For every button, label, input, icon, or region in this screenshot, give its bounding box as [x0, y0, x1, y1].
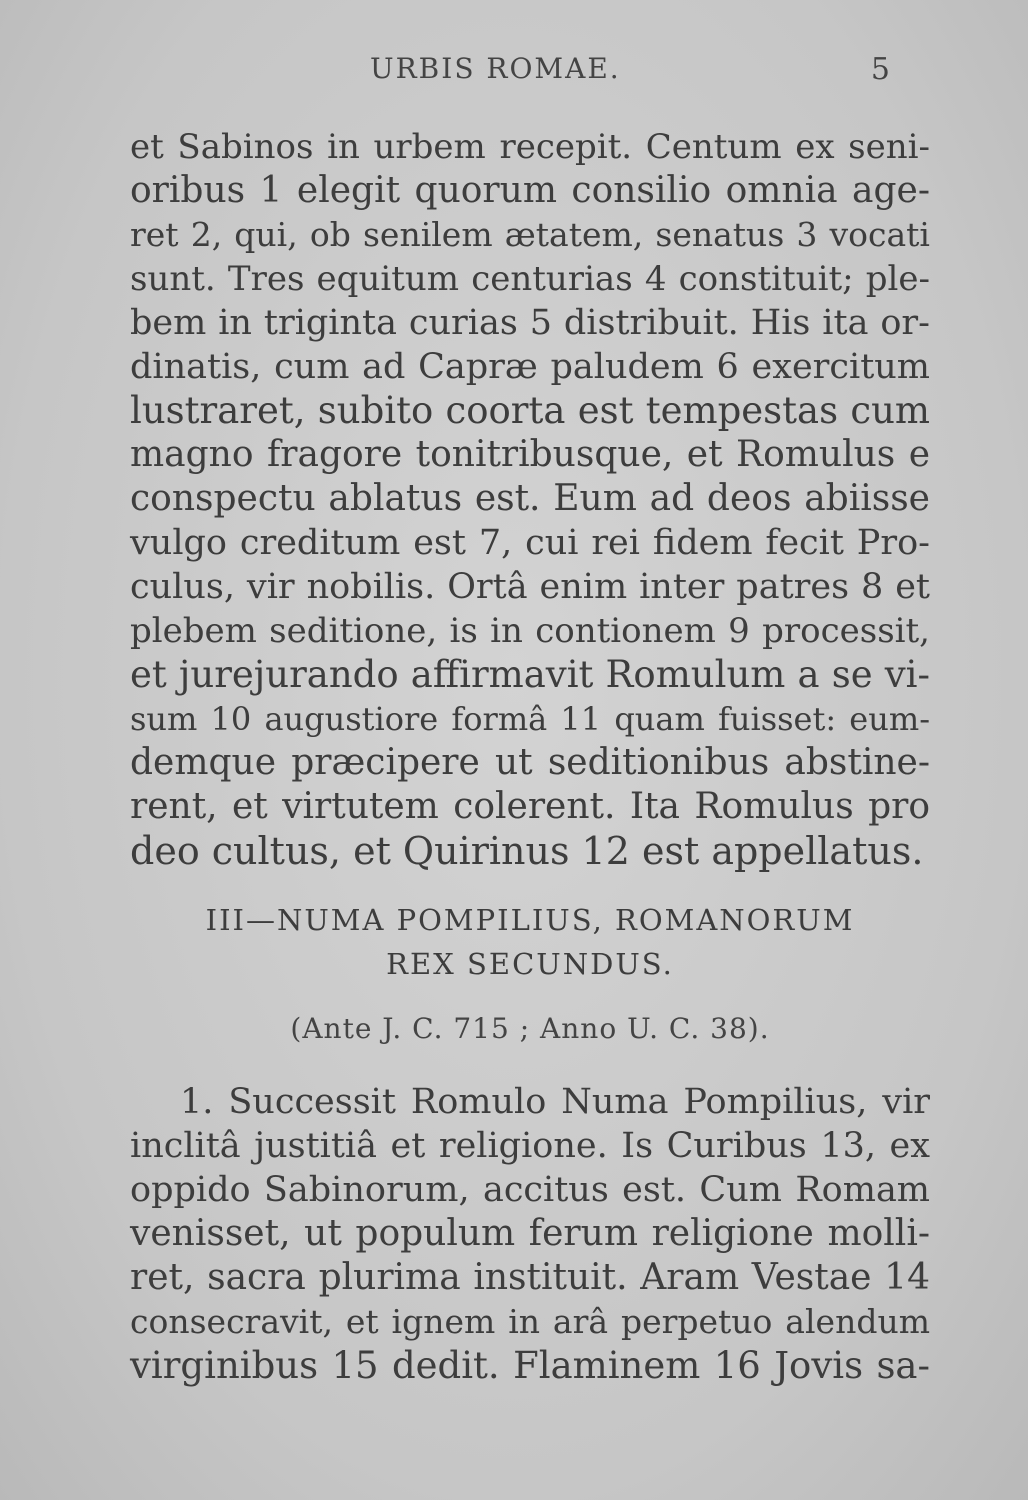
chapter-heading: [130, 898, 930, 986]
text-line: magno fragore tonitribusque, et Romulus e: [130, 434, 930, 475]
page-number: 5: [870, 52, 890, 87]
text-line: et jurejurando affirmavit Romulum a se vi-: [130, 653, 930, 696]
text-line: rent, et virtutem colerent. Ita Romulus pro: [130, 786, 930, 827]
text-line: sunt. Tres equitum centurias 4 constituit; ple-: [130, 259, 930, 299]
text-line: conspectu ablatus est. Eum ad deos abiisse: [130, 478, 930, 519]
text-line: 1. Successit Romulo Numa Pompilius, vir: [180, 1082, 930, 1122]
text-line: et Sabinos in urbem recepit. Centum ex seni-: [130, 127, 930, 167]
text-line: bem in triginta curias 5 distribuit. His ita or-: [130, 303, 930, 343]
running-title: URBIS ROMAE.: [370, 52, 621, 85]
text-line: oribus 1 elegit quorum consilio omnia age-: [130, 170, 930, 211]
text-line: ret 2, qui, ob senilem ætatem, senatus 3 vocati: [130, 215, 930, 254]
text-line: plebem seditione, is in contionem 9 processit,: [130, 611, 930, 651]
text-line: venisset, ut populum ferum religione molli-: [130, 1213, 930, 1254]
text-line: deo cultus, et Quirinus 12 est appellatus.: [130, 829, 924, 873]
text-line: vulgo creditum est 7, cui rei fidem fecit Pro-: [130, 523, 930, 563]
body-text-section-one: [130, 125, 930, 873]
chapter-heading-line-1: III—NUMA POMPILIUS, ROMANORUM: [205, 903, 855, 937]
text-line: demque præcipere ut seditionibus abstine-: [130, 742, 930, 783]
text-line: lustraret, subito coorta est tempestas cum: [130, 389, 930, 432]
text-line: consecravit, et ignem in arâ perpetuo alendum: [130, 1302, 930, 1341]
text-line: sum 10 augustiore formâ 11 quam fuisset: eum-: [130, 700, 930, 738]
body-text-section-two: [130, 1080, 930, 1388]
running-head: [130, 52, 890, 92]
chapter-heading-line-2: REX SECUNDUS.: [386, 947, 674, 981]
text-line: inclitâ justitiâ et religione. Is Curibus 13, ex: [130, 1126, 930, 1166]
chapter-date: (Ante J. C. 715 ; Anno U. C. 38).: [290, 1012, 770, 1045]
text-line: dinatis, cum ad Capræ paludem 6 exercitum: [130, 347, 930, 387]
text-line: virginibus 15 dedit. Flaminem 16 Jovis sa-: [130, 1344, 930, 1387]
text-line: oppido Sabinorum, accitus est. Cum Romam: [130, 1170, 930, 1210]
text-line: ret, sacra plurima instituit. Aram Vestae 14: [130, 1257, 930, 1298]
text-line: culus, vir nobilis. Ortâ enim inter patres 8 et: [130, 567, 930, 607]
